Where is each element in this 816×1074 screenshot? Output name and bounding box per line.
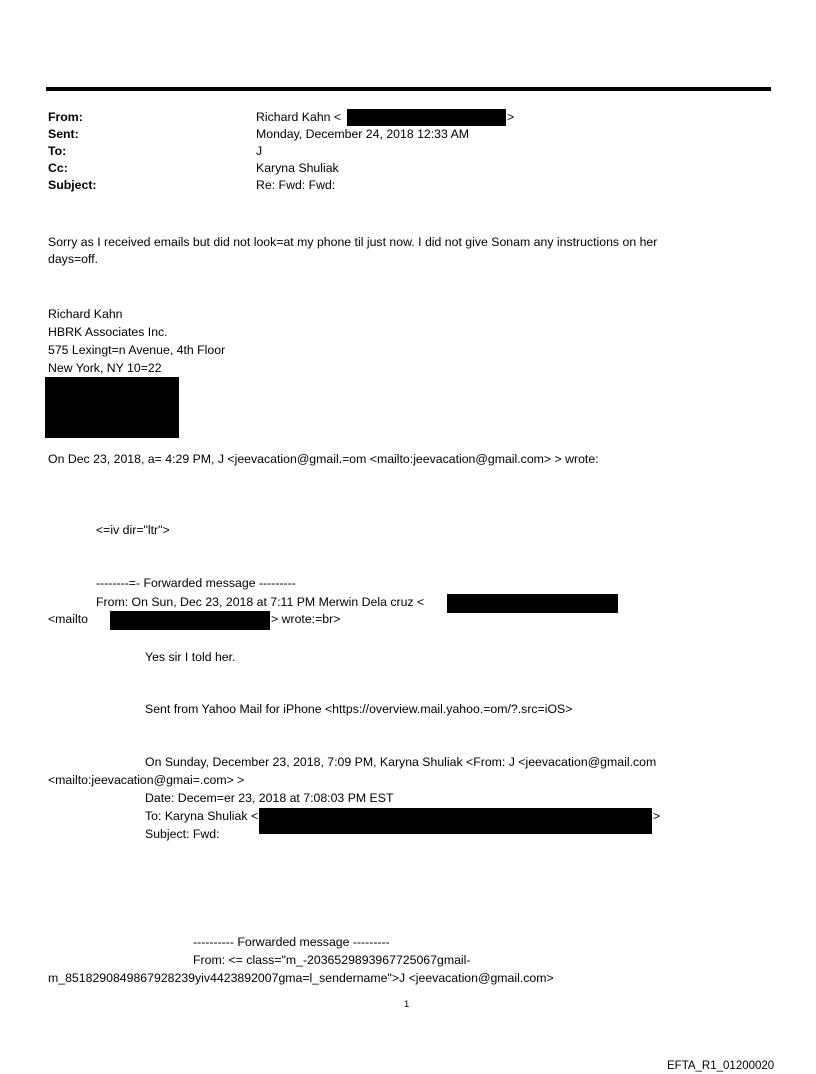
forward-1-mailto: <mailto	[48, 612, 88, 626]
forward-2-from-cont: m_8518290849867928239yiv4423892007gma=l_sendername">J <jeevacation@gmail.com>	[48, 971, 554, 985]
redaction-from-email	[347, 109, 506, 126]
signature-address-2: New York, NY 10=22	[48, 361, 162, 375]
sunday-line-1: On Sunday, December 23, 2018, 7:09 PM, Karyna Shuliak <From: J <jeevacation@gmail.com	[145, 755, 657, 769]
from-close: >	[507, 110, 515, 124]
redaction-forward-1-mailto	[110, 611, 270, 630]
to-value: J	[256, 144, 263, 158]
forward-2-header: ---------- Forwarded message ---------	[193, 935, 390, 949]
quoted-div-line: <=iv dir="ltr">	[96, 523, 170, 537]
subject-value: Re: Fwd: Fwd:	[256, 178, 336, 192]
forward-2-from: From: <= class="m_-2036529893967725067gmail-	[193, 953, 471, 967]
cc-value: Karyna Shuliak	[256, 161, 339, 175]
from-value: Richard Kahn <	[256, 110, 342, 124]
cc-label: Cc:	[48, 161, 68, 175]
signature-address-1: 575 Lexingt=n Avenue, 4th Floor	[48, 343, 226, 357]
to-line: To: Karyna Shuliak <	[145, 809, 259, 823]
date-line: Date: Decem=er 23, 2018 at 7:08:03 PM EST	[145, 791, 394, 805]
yahoo-signature: Sent from Yahoo Mail for iPhone <https://overview.mail.yahoo.=om/?.src=iOS>	[145, 702, 573, 716]
from-label: From:	[48, 110, 83, 124]
body-line-1: Sorry as I received emails but did not look=at my phone til just now. I did not give Sonam any instructions on her	[48, 235, 658, 249]
redaction-signature-block	[45, 377, 179, 438]
sent-value: Monday, December 24, 2018 12:33 AM	[256, 127, 470, 141]
redaction-forward-1-email	[447, 594, 618, 613]
reply-text: Yes sir I told her.	[145, 650, 236, 664]
body-line-2: days=off.	[48, 252, 99, 266]
forward-1-from: From: On Sun, Dec 23, 2018 at 7:11 PM Merwin Dela cruz <	[96, 595, 425, 609]
signature-name: Richard Kahn	[48, 307, 123, 321]
sent-label: Sent:	[48, 127, 79, 141]
to-label: To:	[48, 144, 67, 158]
forward-1-wrote: > wrote:=br>	[271, 612, 341, 626]
quoted-wrote-line: On Dec 23, 2018, a= 4:29 PM, J <jeevacation@gmail.=om <mailto:jeevacation@gmail.com> > wrote:	[48, 452, 599, 466]
signature-company: HBRK Associates Inc.	[48, 325, 168, 339]
subject-label: Subject:	[48, 178, 97, 192]
to-line-close: >	[653, 809, 661, 823]
document-id: EFTA_R1_01200020	[667, 1060, 775, 1072]
sunday-line-2: <mailto:jeevacation@gmai=.com> >	[48, 773, 245, 787]
redaction-to-email	[259, 808, 652, 834]
page-number: 1	[404, 999, 410, 1010]
forward-1-header: --------=- Forwarded message ---------	[96, 576, 296, 590]
subject-line: Subject: Fwd:	[145, 827, 220, 841]
header-rule	[46, 87, 771, 91]
